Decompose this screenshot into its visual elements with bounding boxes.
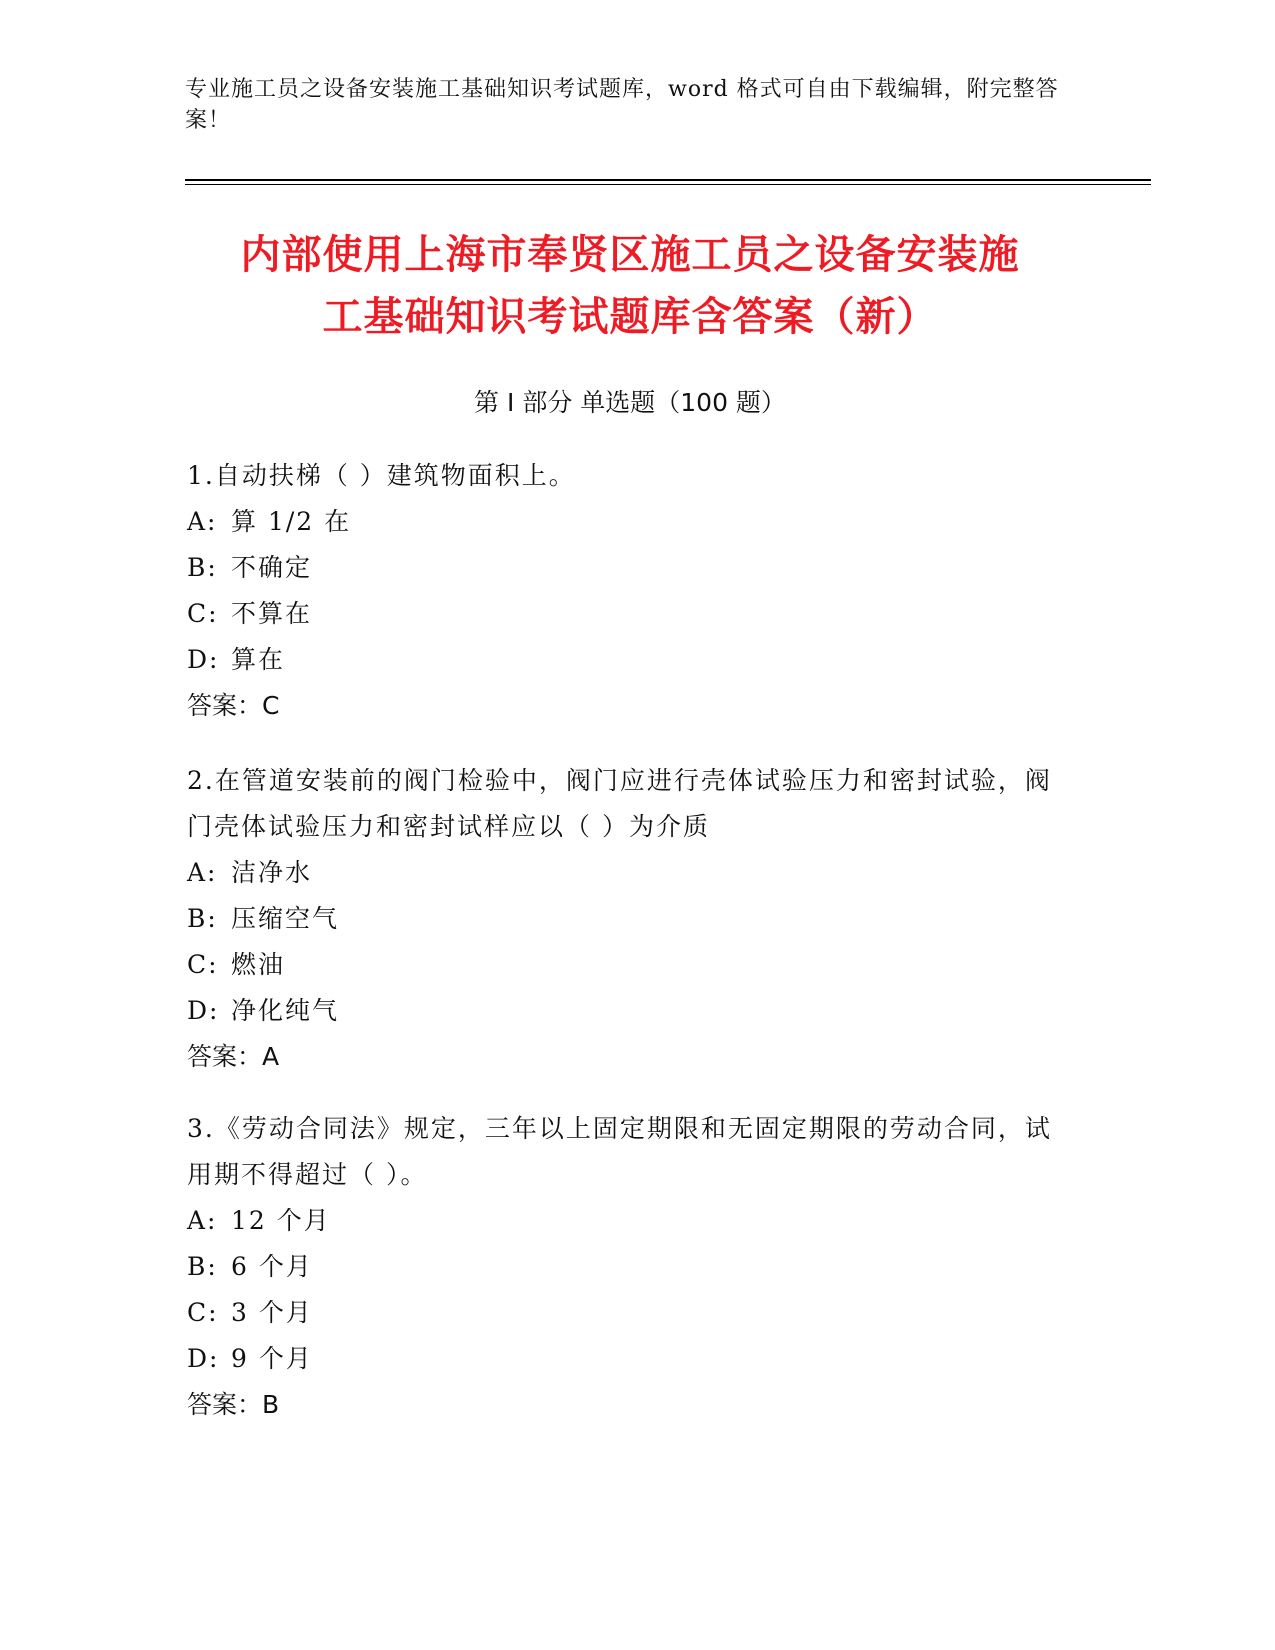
option-letter: B: [187,904,218,933]
option-c [187,1290,1067,1336]
section-heading: 第 I 部分 单选题（100 题） [474,388,786,417]
option-text: 洁净水 [231,858,313,887]
option-b [187,545,1067,591]
option-letter: D: [187,1344,220,1373]
answer: 答案：A [187,1042,280,1071]
title-line-2: 工基础知识考试题库含答案（新） [322,294,938,340]
option-text: 不算在 [231,599,313,628]
answer: 答案：B [187,1390,280,1419]
option-letter: C: [187,599,219,628]
option-letter: C: [187,950,219,979]
option-c [187,591,1067,637]
option-letter: A: [187,507,218,536]
option-letter: A: [187,1206,218,1235]
option-letter: B: [187,1252,218,1281]
option-a [187,499,1067,545]
option-d [187,1336,1067,1382]
option-text: 9 个月 [231,1344,313,1373]
option-text: 燃油 [231,950,286,979]
document-title [185,224,1075,348]
option-a [187,1198,1067,1244]
question-1 [187,453,1067,729]
option-d [187,988,1067,1034]
question-2 [187,758,1067,1080]
header-divider-thin [185,184,1151,185]
intro-text: 专业施工员之设备安装施工基础知识考试题库，word 格式可自由下载编辑，附完整答案！ [185,77,1059,133]
title-line-1: 内部使用上海市奉贤区施工员之设备安装施 [240,232,1020,278]
option-text: 12 个月 [231,1206,331,1235]
option-letter: B: [187,553,218,582]
question-stem: 1.自动扶梯（ ）建筑物面积上。 [187,461,576,490]
option-letter: D: [187,645,220,674]
option-d [187,637,1067,683]
option-text: 3 个月 [231,1298,313,1327]
option-text: 算在 [231,645,286,674]
option-b [187,1244,1067,1290]
question-stem: 3.《劳动合同法》规定，三年以上固定期限和无固定期限的劳动合同，试用期不得超过（ ）。 [187,1114,1052,1189]
option-text: 不确定 [231,553,313,582]
option-letter: C: [187,1298,219,1327]
answer: 答案：C [187,691,280,720]
option-text: 净化纯气 [231,996,340,1025]
option-text: 压缩空气 [231,904,340,933]
option-letter: D: [187,996,220,1025]
option-text: 算 1/2 在 [231,507,352,536]
option-letter: A: [187,858,218,887]
option-c [187,942,1067,988]
question-3 [187,1106,1067,1428]
question-stem: 2.在管道安装前的阀门检验中，阀门应进行壳体试验压力和密封试验，阀门壳体试验压力和密封试样应以（ ）为介质 [187,766,1052,841]
option-text: 6 个月 [231,1252,313,1281]
option-a [187,850,1067,896]
header-divider-thick [185,179,1151,181]
option-b [187,896,1067,942]
